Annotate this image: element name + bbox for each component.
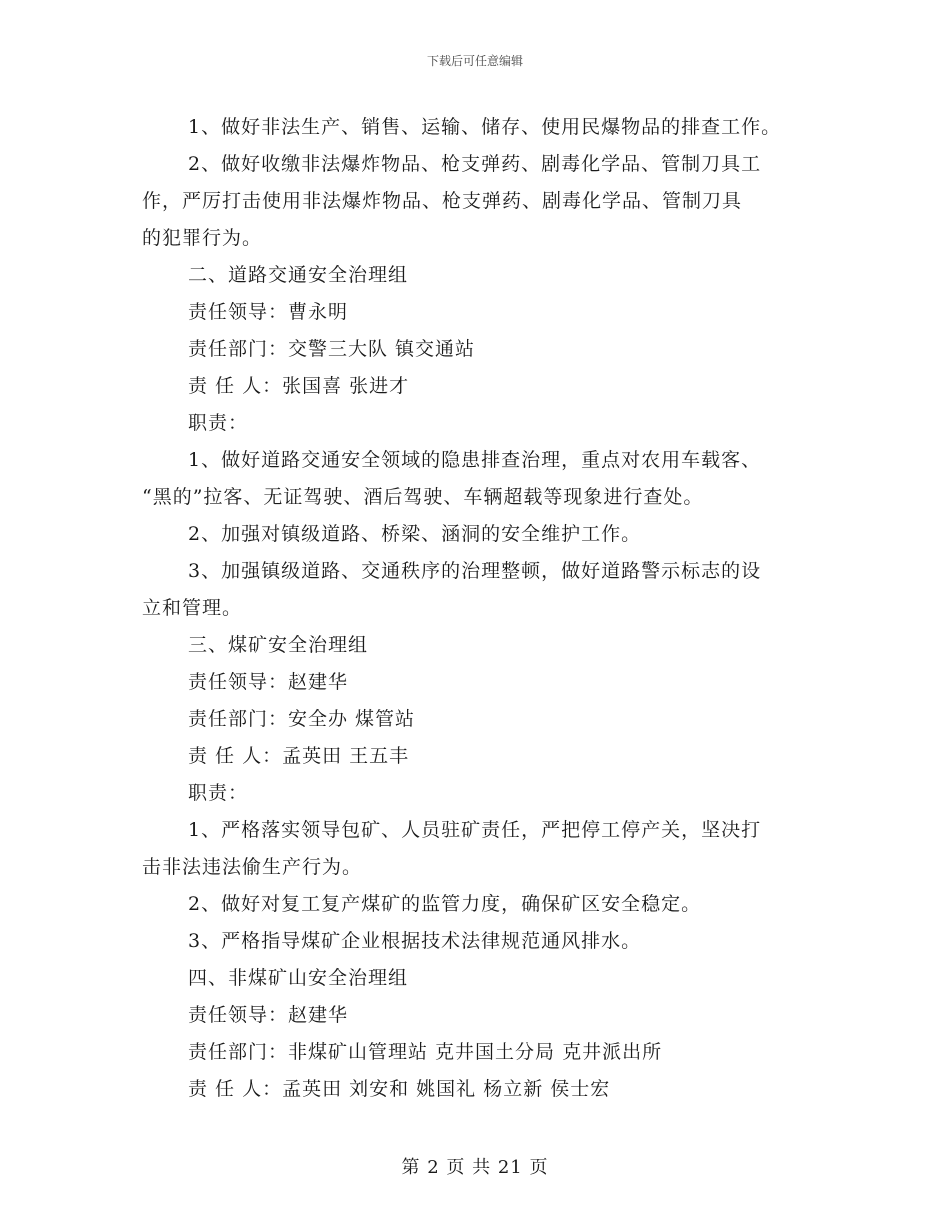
page-footer-pagination: 第 2 页 共 21 页 (401, 1157, 549, 1178)
paragraph-line: 作，严厉打击使用非法爆炸物品、枪支弹药、剧毒化学品、管制刀具 (142, 190, 743, 212)
paragraph-line: 责任领导：赵建华 (188, 1004, 349, 1026)
paragraph-line: 责 任 人：孟英田 王五丰 (188, 745, 410, 767)
paragraph-line: 四、非煤矿山安全治理组 (188, 967, 409, 989)
paragraph-line: 二、道路交通安全治理组 (188, 264, 409, 286)
paragraph-line: 3、严格指导煤矿企业根据技术法律规范通风排水。 (188, 930, 642, 952)
paragraph-line: 责 任 人：张国喜 张进才 (188, 375, 410, 397)
document-body (142, 109, 832, 1108)
paragraph-line: 责任部门：非煤矿山管理站 克井国土分局 克井派出所 (188, 1041, 663, 1063)
paragraph-line: 职责： (188, 412, 249, 434)
paragraph-line: “黑的”拉客、无证驾驶、酒后驾驶、车辆超载等现象进行查处。 (142, 486, 704, 508)
paragraph-line: 1、严格落实领导包矿、人员驻矿责任，严把停工停产关，坚决打 (188, 819, 762, 841)
paragraph-line: 1、做好非法生产、销售、运输、储存、使用民爆物品的排查工作。 (188, 116, 782, 138)
paragraph-line: 责任部门：交警三大队 镇交通站 (188, 338, 476, 360)
paragraph-line: 3、加强镇级道路、交通秩序的治理整顿，做好道路警示标志的设 (188, 560, 762, 582)
paragraph-line: 职责： (188, 782, 249, 804)
paragraph-line: 2、做好收缴非法爆炸物品、枪支弹药、剧毒化学品、管制刀具工 (188, 153, 762, 175)
paragraph-line: 2、做好对复工复产煤矿的监管力度，确保矿区安全稳定。 (188, 893, 702, 915)
paragraph-line: 立和管理。 (142, 597, 243, 619)
paragraph-line: 三、煤矿安全治理组 (188, 634, 369, 656)
paragraph-line: 的犯罪行为。 (142, 227, 263, 249)
paragraph-line: 责任部门：安全办 煤管站 (188, 708, 416, 730)
paragraph-line: 1、做好道路交通安全领域的隐患排查治理，重点对农用车载客、 (188, 449, 762, 471)
paragraph-line: 责任领导：赵建华 (188, 671, 349, 693)
paragraph-line: 击非法违法偷生产行为。 (142, 856, 363, 878)
page-header: 下载后可任意编辑 (426, 54, 523, 68)
paragraph-line: 2、加强对镇级道路、桥梁、涵洞的安全维护工作。 (188, 523, 642, 545)
paragraph-line: 责 任 人：孟英田 刘安和 姚国礼 杨立新 侯士宏 (188, 1078, 611, 1100)
paragraph-line: 责任领导：曹永明 (188, 301, 349, 323)
